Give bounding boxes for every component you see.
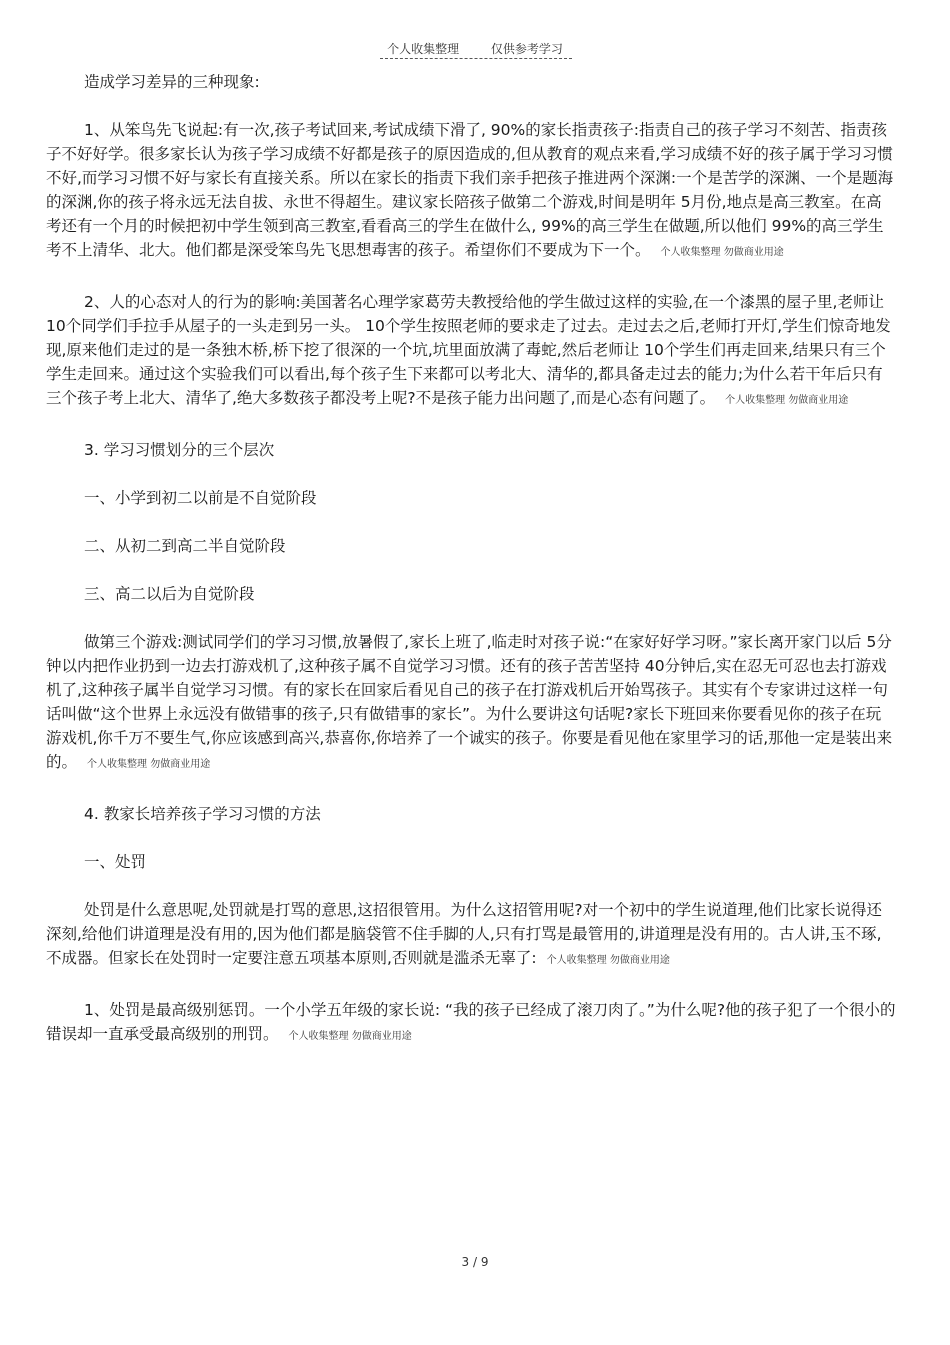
- paragraph-text: 处罚是什么意思呢,处罚就是打骂的意思,这招很管用。为什么这招管用呢?对一个初中的学生说道理,他们比家长说得还深刻,给他们讲道理是没有用的,因为他们都是脑袋管不住手脚的人,只有打骂是最管用的,讲道理是没有用的。古人讲,玉不琢,不成器。但家长在处罚时一定要注意五项基本原则,否则就是滥杀无辜了:: [46, 901, 883, 967]
- header-rule: [380, 58, 572, 59]
- heading-text: 造成学习差异的三种现象:: [84, 73, 260, 91]
- paragraph-text: 1、从笨鸟先飞说起:有一次,孩子考试回来,考试成绩下滑了, 90%的家长指责孩子:指责自己的孩子学习不刻苦、指责孩子不好好学。很多家长认为孩子学习成绩不好都是孩子的原因造成的,但从教育的观点来看,学习成绩不好的孩子属于学习习惯不好,而学习习惯不好与家长有直接关系。所以在家长的指责下我们亲手把孩子推进两个深渊:一个是苦学的深渊、一个是题海的深渊,你的孩子将永远无法自拔、永世不得超生。建议家长陪孩子做第二个游戏,时间是明年 5月份,地点是高三教室。在高考还有一个月的时候把初中学生领到高三教室,看看高三的学生在做什么, 99%的高三学生在做题,所以他们 99%的高三学生考不上清华、北大。他们都是深受笨鸟先飞思想毒害的孩子。希望你们不要成为下一个。: [46, 121, 894, 259]
- section-heading: [46, 438, 896, 462]
- page-number: 3 / 9: [461, 1255, 489, 1269]
- paragraph-text: 做第三个游戏:测试同学们的学习习惯,放暑假了,家长上班了,临走时对孩子说:“在家好好学习呀。”家长离开家门以后 5分钟以内把作业扔到一边去打游戏机了,这种孩子属不自觉学习习惯。还有的孩子苦苦坚持 40分钟后,实在忍无可忍也去打游戏机了,这种孩子属半自觉学习习惯。有的家长在回家后看见自己的孩子在打游戏机后开始骂孩子。其实有个专家讲过这样一句话叫做“这个世界上永远没有做错事的孩子,只有做错事的家长”。为什么要讲这句话呢?家长下班回来你要看见你的孩子在玩游戏机,你千万不要生气,你应该感到高兴,恭喜你,你培养了一个诚实的孩子。你要是看见他在家里学习的话,那他一定是装出来的。: [46, 633, 893, 771]
- inline-note: 个人收集整理 勿做商业用途: [725, 395, 849, 406]
- heading-text: 三、高二以后为自觉阶段: [84, 585, 255, 603]
- list-heading: [46, 486, 896, 510]
- inline-note: 个人收集整理 勿做商业用途: [660, 247, 784, 258]
- heading-text: 3. 学习习惯划分的三个层次: [84, 441, 275, 459]
- paragraph: [46, 630, 896, 777]
- paragraph-text: 2、人的心态对人的行为的影响:美国著名心理学家葛劳夫教授给他的学生做过这样的实验,在一个漆黑的屋子里,老师让 10个同学们手拉手从屋子的一头走到另一头。 10个学生按照老师的要求走了过去。走过去之后,老师打开灯,学生们惊奇地发现,原来他们走过的是一条独木桥,桥下挖了很深的一个坑,坑里面放满了毒蛇,然后老师让 10个学生们再走回来,结果只有三个学生走回来。通过这个实验我们可以看出,每个孩子生下来都可以考北大、清华的,都具备走过去的能力;为什么若干年后只有三个孩子考上北大、清华了,绝大多数孩子都没考上呢?不是孩子能力出问题了,而是心态有问题了。: [46, 293, 891, 407]
- paragraph: [46, 118, 896, 265]
- section-heading: [46, 802, 896, 826]
- section-heading: [46, 70, 896, 94]
- inline-note: 个人收集整理 勿做商业用途: [87, 759, 211, 770]
- list-heading: [46, 582, 896, 606]
- document-body: [46, 70, 896, 1074]
- heading-text: 二、从初二到高二半自觉阶段: [84, 537, 286, 555]
- list-heading: [46, 534, 896, 558]
- page-header: [0, 40, 950, 57]
- paragraph: [46, 290, 896, 413]
- paragraph: [46, 998, 896, 1049]
- list-heading: [46, 850, 896, 874]
- inline-note: 个人收集整理 勿做商业用途: [288, 1031, 412, 1042]
- heading-text: 一、处罚: [84, 853, 147, 871]
- header-left-text: 个人收集整理: [387, 42, 460, 56]
- paragraph: [46, 898, 896, 973]
- heading-text: 一、小学到初二以前是不自觉阶段: [84, 489, 317, 507]
- heading-text: 4. 教家长培养孩子学习习惯的方法: [84, 805, 321, 823]
- inline-note: 个人收集整理 勿做商业用途: [546, 955, 670, 966]
- header-right-text: 仅供参考学习: [490, 42, 563, 56]
- paragraph-text: 1、处罚是最高级别惩罚。一个小学五年级的家长说: “我的孩子已经成了滚刀肉了。”为什么呢?他的孩子犯了一个很小的错误却一直承受最高级别的刑罚。: [46, 1001, 896, 1043]
